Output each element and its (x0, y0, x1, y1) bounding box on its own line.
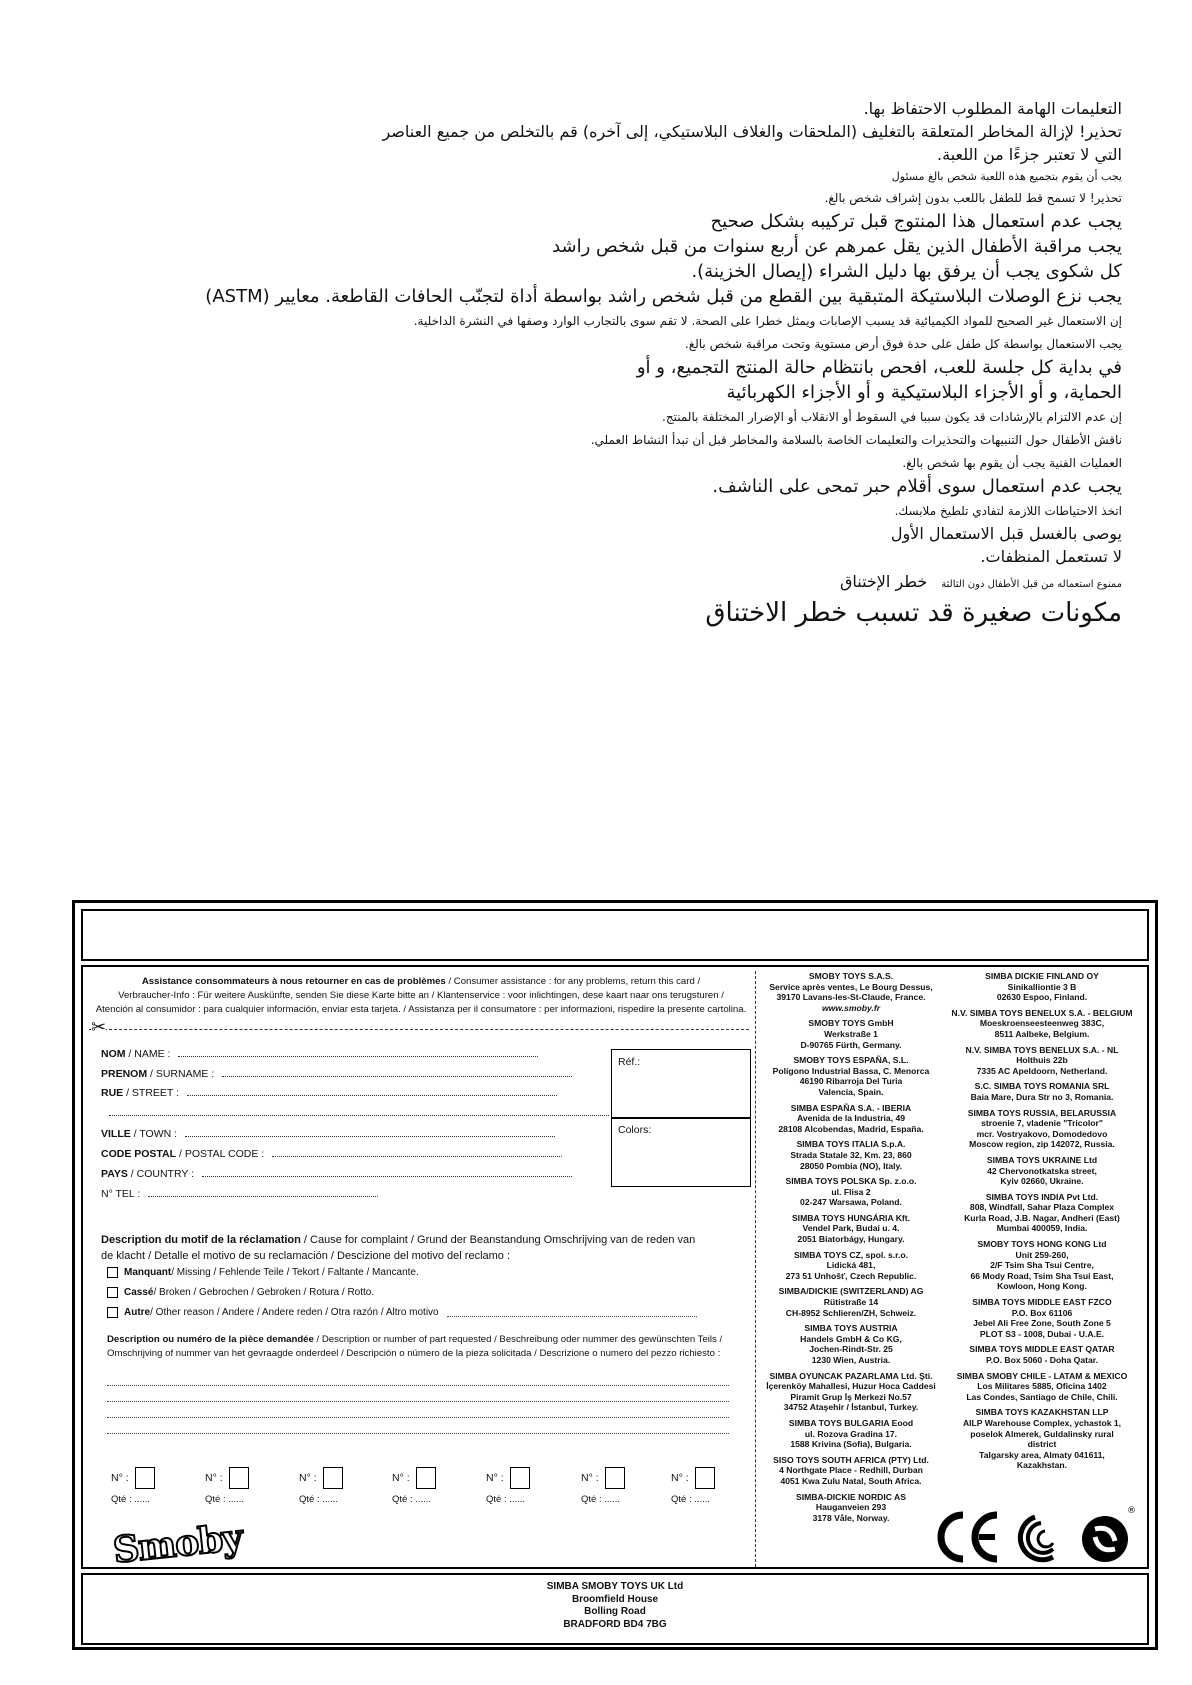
form-field-label (101, 1087, 179, 1099)
assistance-line-2: Verbraucher-Info : Für weitere Auskünfte, senden Sie diese Karte bitte an / Klantenservice : voor inlichtingen, dese kaart naar ons terugsturen / (118, 990, 724, 1001)
part-number-box[interactable] (323, 1467, 343, 1489)
arabic-warning-line: في بداية كل جلسة للعب، افحص بانتظام حالة المنتج التجميع، و أو (636, 357, 1122, 378)
checkbox-label-text: / Missing / Fehlende Teile / Tekort / Faltante / Mancante. (171, 1267, 419, 1278)
address-line: Sinikalliontie 3 B (1007, 981, 1077, 992)
address-line: 4051 Kwa Zulu Natal, South Africa. (780, 1475, 922, 1486)
address-line: Werkstraße 1 (824, 1028, 878, 1039)
form-field-input[interactable] (178, 1047, 538, 1057)
part-number-box[interactable] (416, 1467, 436, 1489)
ce-mark-icon (941, 1515, 997, 1559)
address-block (763, 1286, 939, 1318)
form-field-label-bold: CODE POSTAL (101, 1148, 177, 1160)
form-field-label (101, 1068, 214, 1080)
address-line: SIMBA TOYS HUNGÁRIA Kft. (791, 1212, 911, 1223)
address-line: 4 Northgate Place - Redhill, Durban (779, 1465, 923, 1476)
part-number-entry (671, 1467, 715, 1505)
address-line: Unit 259-260, (1015, 1249, 1069, 1260)
address-block (947, 1081, 1137, 1102)
address-line: Handels GmbH & Co KG, (800, 1333, 902, 1344)
arabic-warning-line: ناقش الأطفال حول التنبيهات والتحذيرات والتعليمات الخاصة بالسلامة والمخاطر قبل أن تبدأ النشاط العملي. (590, 433, 1122, 447)
address-line: Polígono Industrial Bassa, C. Menorca (772, 1065, 930, 1076)
address-line: 8511 Aalbeke, Belgium. (994, 1028, 1090, 1039)
address-block (947, 1045, 1137, 1077)
arabic-warning-line: التي لا تعتبر جزءًا من اللعبة. (937, 145, 1122, 164)
complaint-checkbox-1[interactable] (107, 1287, 374, 1298)
part-number-entry (205, 1467, 249, 1505)
address-line: AILP Warehouse Complex, ychastok 1, (962, 1417, 1122, 1428)
address-line: 02630 Espoo, Finland. (996, 992, 1088, 1003)
address-line: SIMBA TOYS KAZAKHSTAN LLP (975, 1407, 1109, 1418)
address-block (763, 1139, 939, 1171)
form-field-label-text: N° TEL : (101, 1188, 141, 1200)
colors-label: Colors: (618, 1124, 652, 1136)
address-line: SIMBA TOYS RUSSIA, BELARUSSIA (967, 1107, 1117, 1118)
arabic-warning-line: العمليات الفنية يجب أن يقوم بها شخص بالغ. (902, 456, 1122, 470)
form-field-label-text: / SURNAME : (147, 1068, 215, 1080)
address-column-right (947, 971, 1137, 1476)
form-field-6[interactable] (101, 1167, 572, 1180)
address-line: 3178 Våle, Norway. (812, 1512, 890, 1523)
address-line: district (1027, 1439, 1057, 1450)
address-line: Kurla Road, J.B. Nagar, Andheri (East) (964, 1212, 1120, 1223)
checkbox-label-bold: Autre (124, 1307, 151, 1318)
address-line: SMOBY TOYS GmbH (808, 1018, 894, 1029)
address-line: Valencia, Spain. (818, 1086, 884, 1097)
address-line: mcr. Vostryakovo, Domodedovo (976, 1128, 1108, 1139)
address-block (947, 971, 1137, 1003)
address-block (763, 1176, 939, 1208)
address-block (947, 1239, 1137, 1292)
address-line: CH-8952 Schlieren/ZH, Schweiz. (785, 1307, 917, 1318)
assistance-line-1: / Consumer assistance : for any problems, return this card / (445, 976, 701, 987)
form-field-label (101, 1048, 170, 1060)
form-field-input[interactable] (187, 1086, 557, 1096)
address-line: N.V. SIMBA TOYS BENELUX S.A. - BELGIUM (951, 1007, 1133, 1018)
arabic-warning-line: يجب عدم استعمال سوى أقلام حبر تمحى على الناشف. (712, 476, 1122, 497)
checkbox-label-bold: Manquant (124, 1267, 172, 1278)
part-number-entry (486, 1467, 530, 1505)
address-line: Piramit Grup İş Merkezi No.57 (790, 1391, 912, 1402)
address-block (763, 1418, 939, 1450)
address-line: Strada Statale 32, Km. 23, 860 (790, 1149, 912, 1160)
ref-label: Réf.: (618, 1056, 641, 1068)
address-line: Lidická 481, (826, 1260, 876, 1271)
uk-address-line: BRADFORD BD4 7BG (563, 1618, 667, 1630)
arabic-warning-line: يجب الاستعمال بواسطة كل طفل على حدة فوق أرض مستوية وتحت مراقبة شخص بالغ. (684, 337, 1122, 351)
age-warning: ممنوع استعماله من قبل الأطفال دون الثالثة (941, 579, 1122, 590)
address-line: SIMBA SMOBY CHILE - LATAM & MEXICO (956, 1370, 1128, 1381)
address-line: SIMBA TOYS CZ, spol. s.r.o. (793, 1249, 909, 1260)
arabic-warning-line: إن الاستعمال غير الصحيح للمواد الكيميائية قد يسبب الإصابات ويمثل خطرا على الصحة. لا تقم سوى بالتجارب الوارد وصفها في النشرة الداخلية. (413, 314, 1122, 328)
address-block (763, 971, 939, 1013)
form-field-label-text: / COUNTRY : (127, 1168, 194, 1180)
part-number-box[interactable] (229, 1467, 249, 1489)
complaint-description (101, 1232, 701, 1264)
address-line: D-90765 Fürth, Germany. (800, 1039, 902, 1050)
registered-mark: ® (1127, 1506, 1136, 1516)
part-number-label: N° : (486, 1472, 504, 1484)
form-field-label-bold: PRENOM (101, 1068, 148, 1080)
quantity-label[interactable]: Qté : ...... (299, 1494, 339, 1505)
address-line: İçerenköy Mahallesi, Huzur Hoca Caddesi (766, 1381, 936, 1392)
form-field-label-bold: VILLE (101, 1128, 131, 1140)
address-line: Holthuis 22b (1016, 1055, 1068, 1066)
assistance-title: Assistance consommateurs à nous retourner en cas de problèmes (141, 976, 446, 987)
uk-address (83, 1581, 1147, 1631)
address-line: 273 51 Unhošť, Czech Republic. (785, 1270, 917, 1281)
cut-line (89, 1029, 749, 1030)
uk-address-line: Bolling Road (584, 1606, 646, 1617)
address-line: Service après ventes, Le Bourg Dessus, (769, 981, 933, 992)
part-number-label: N° : (392, 1472, 410, 1484)
address-line: P.O. Box 61106 (1011, 1307, 1073, 1318)
address-block (947, 1008, 1137, 1040)
dotted-line[interactable] (107, 1417, 729, 1418)
address-line: SIMBA TOYS BULGARIA Eood (788, 1417, 914, 1428)
address-block (763, 1455, 939, 1487)
address-line: Moscow region, zip 142072, Russia. (969, 1139, 1115, 1150)
quantity-label[interactable]: Qté : ...... (392, 1494, 432, 1505)
form-field-label-text: / STREET : (123, 1087, 179, 1099)
part-number-box[interactable] (695, 1467, 715, 1489)
arabic-warning-line: لا تستعمل المنظفات. (980, 547, 1122, 566)
address-block (763, 1323, 939, 1365)
arabic-warning-line: يجب نزع الوصلات البلاستيكة المتبقية بين القطع من قبل شخص راشد بواسطة أداة لتجنّب الحافات القاطعة. معايير (ASTM) (205, 286, 1122, 307)
green-dot-icon (1082, 1506, 1136, 1562)
address-line: ul. Rozova Gradina 17. (804, 1428, 898, 1439)
address-line: N.V. SIMBA TOYS BENELUX S.A. - NL (965, 1044, 1119, 1055)
address-line: PLOT S3 - 1008, Dubai - U.A.E. (979, 1328, 1105, 1339)
address-line: poselok Almerek, Guldalinsky rural (970, 1428, 1114, 1439)
colors-box[interactable] (611, 1117, 751, 1187)
part-description (107, 1333, 727, 1361)
choking-warning-row (260, 569, 1122, 594)
quantity-label[interactable]: Qté : ...... (581, 1494, 621, 1505)
arabic-warning-line: يجب عدم استعمال هذا المنتوج قبل تركيبه بشكل صحيح (710, 211, 1122, 232)
cut-divider (755, 971, 756, 1567)
address-line: SIMBA TOYS INDIA Pvt Ltd. (985, 1191, 1099, 1202)
address-line: Avenida de la Industria, 49 (796, 1113, 906, 1124)
form-field-label (101, 1148, 264, 1160)
checkbox-icon[interactable] (107, 1267, 118, 1278)
address-line: Kyiv 02660, Ukraine. (1000, 1176, 1084, 1187)
dotted-line[interactable] (107, 1401, 729, 1402)
dotted-line[interactable] (107, 1433, 729, 1434)
address-block (763, 1103, 939, 1135)
form-field-2[interactable] (101, 1086, 557, 1099)
card-main-section (81, 965, 1149, 1572)
address-line: 34752 Ataşehir / İstanbul, Turkey. (783, 1402, 919, 1413)
address-line: SIMBA DICKIE FINLAND OY (985, 971, 1099, 981)
address-line: 02-247 Warsawa, Poland. (800, 1197, 902, 1208)
quantity-label[interactable]: Qté : ...... (205, 1494, 245, 1505)
part-number-label: N° : (581, 1472, 599, 1484)
form-field-label-bold: RUE (101, 1087, 124, 1099)
form-field-input[interactable] (148, 1187, 378, 1197)
part-number-box[interactable] (605, 1467, 625, 1489)
address-line: 2/F Tsim Sha Tsui Centre, (990, 1260, 1094, 1271)
address-block (947, 1371, 1137, 1403)
address-line: SMOBY TOYS ESPAÑA, S.L. (793, 1055, 909, 1066)
card-bottom-band (81, 1573, 1149, 1645)
address-line: Vendel Park, Budai u. 4. (802, 1223, 900, 1234)
form-field-label (101, 1128, 177, 1140)
address-line: SIMBA ESPAÑA S.A. - IBERIA (790, 1102, 912, 1113)
form-field-label-text: / NAME : (125, 1048, 171, 1060)
consumer-assistance-card (72, 900, 1158, 1650)
address-column-left (763, 971, 939, 1528)
address-line: Jochen-Rindt-Str. 25 (809, 1344, 893, 1355)
address-line: SIMBA TOYS AUSTRIA (804, 1323, 898, 1334)
address-block (947, 1344, 1137, 1365)
address-line: Las Condes, Santiago de Chile, Chili. (966, 1391, 1118, 1402)
arabic-warnings (205, 98, 1122, 632)
part-number-label: N° : (299, 1472, 317, 1484)
address-line: 42 Chervonotkatska street, (987, 1165, 1097, 1176)
part-number-entry (392, 1467, 436, 1505)
form-field-3[interactable] (101, 1106, 609, 1116)
dotted-line[interactable] (107, 1385, 729, 1386)
form-field-0[interactable] (101, 1047, 538, 1060)
checkbox-label-bold: Cassé (124, 1287, 154, 1298)
part-number-label: N° : (205, 1472, 223, 1484)
address-line: 2051 Biatorbágy, Hungary. (797, 1234, 905, 1245)
address-block (947, 1192, 1137, 1234)
checkbox-icon[interactable] (107, 1287, 118, 1298)
address-line: SIMBA TOYS MIDDLE EAST QATAR (969, 1344, 1115, 1355)
choking-hazard-label: خطر الإختناق (839, 572, 928, 591)
form-field-input[interactable] (222, 1067, 572, 1077)
address-line: 39170 Lavans-les-St-Claude, France. (776, 992, 926, 1003)
address-block (947, 1108, 1137, 1150)
quantity-label[interactable]: Qté : ...... (671, 1494, 711, 1505)
arabic-warning-line: التعليمات الهامة المطلوب الاحتفاظ بها. (863, 99, 1122, 118)
address-block (947, 1407, 1137, 1471)
address-line: SIMBA-DICKIE NORDIC AS (796, 1491, 906, 1502)
form-field-label-bold: NOM (101, 1048, 126, 1060)
arabic-warning-line: يجب أن يقوم بتجميع هذه اللعبة شخص بالغ مسئول (891, 170, 1122, 183)
part-number-entry (581, 1467, 625, 1505)
complaint-title: Description du motif de la réclamation (101, 1234, 301, 1246)
address-block (763, 1055, 939, 1097)
card-top-band (81, 909, 1149, 961)
part-title: Description ou numéro de la pièce demandée (107, 1334, 314, 1345)
arabic-warning-line: الحماية، و أو الأجزاء البلاستيكية و أو الأجزاء الكهربائية (726, 382, 1122, 403)
checkbox-label-text: / Other reason / Andere / Andere reden / Otra razón / Altro motivo (150, 1307, 439, 1318)
arabic-warning-line: تحذير! لإزالة المخاطر المتعلقة بالتغليف (الملحقات والغلاف البلاستيكي، إلى آخره) قم بالتخلص من جميع العناصر (382, 122, 1122, 141)
address-line: Baia Mare, Dura Str no 3, Romania. (970, 1091, 1114, 1102)
form-field-7[interactable] (101, 1187, 378, 1200)
address-line: 66 Mody Road, Tsim Sha Tsui East, (970, 1270, 1114, 1281)
address-line: Jebel Ali Free Zone, South Zone 5 (973, 1318, 1111, 1329)
address-line: Kazakhstan. (1016, 1460, 1068, 1471)
address-line: stroenie 7, vladenie "Tricolor" (981, 1118, 1103, 1129)
form-field-input[interactable] (272, 1147, 562, 1157)
address-line: 7335 AC Apeldoorn, Netherland. (976, 1065, 1108, 1076)
form-field-input[interactable] (202, 1167, 572, 1177)
part-subtitle: / Description or number of part requested / Beschreibung oder nummer des gewünschten Teils / Omschrijving of nummer van het gevraagde onderdeel / Descripción o número de la pieza solicitada / Descrizione o numero del pezzo richiesto : (107, 1334, 723, 1359)
address-line: SIMBA OYUNCAK PAZARLAMA Ltd. Şti. (769, 1370, 933, 1381)
address-line: 808, Windfall, Sahar Plaza Complex (969, 1202, 1115, 1213)
address-line: P.O. Box 5060 - Doha Qatar. (985, 1355, 1099, 1365)
address-line: 46190 Ribarroja Del Turia (799, 1076, 903, 1087)
form-field-label-text: / TOWN : (130, 1128, 178, 1140)
form-field-label (101, 1188, 140, 1200)
uk-address-line: SIMBA SMOBY TOYS UK Ltd (546, 1581, 684, 1592)
arabic-warning-line: يوصى بالغسل قبل الاستعمال الأول (890, 524, 1122, 543)
quantity-label[interactable]: Qté : ...... (486, 1494, 526, 1505)
form-field-input[interactable] (185, 1127, 555, 1137)
address-block (763, 1371, 939, 1413)
arabic-warning-line: تحذير! لا تسمح قط للطفل باللعب بدون إشراف شخص بالغ. (824, 191, 1122, 205)
ref-box[interactable] (611, 1049, 751, 1119)
address-line: 28108 Alcobendas, Madrid, España. (778, 1123, 924, 1134)
form-field-5[interactable] (101, 1147, 562, 1160)
smoby-logo: Smoby (111, 1516, 245, 1572)
checkbox-label-text: / Broken / Gebrochen / Gebroken / Rotura / Rotto. (153, 1287, 375, 1298)
arabic-warning-line: اتخذ الاحتياطات اللازمة لتفادي تلطيخ ملابسك. (894, 504, 1122, 518)
form-field-4[interactable] (101, 1127, 555, 1140)
part-number-entry (111, 1467, 155, 1505)
address-line: Mumbai 400059, India. (996, 1223, 1088, 1234)
address-line: SISO TOYS SOUTH AFRICA (PTY) Ltd. (773, 1454, 929, 1465)
address-line: Moeskroenseesteenweg 383C, (979, 1018, 1105, 1029)
form-field-1[interactable] (101, 1067, 572, 1080)
address-line: SMOBY TOYS HONG KONG Ltd (977, 1239, 1107, 1250)
address-line: Kowloon, Hong Kong. (997, 1281, 1087, 1292)
assistance-line-3: Atención al consumidor : para cualquier información, enviar esta tarjeta. / Assistanza per il consumatore : per informazioni, rispedire la presente cartolina. (95, 1004, 747, 1015)
form-field-label-bold: PAYS (101, 1168, 128, 1180)
address-block (763, 1250, 939, 1282)
address-line: SMOBY TOYS S.A.S. (808, 971, 894, 981)
part-number-label: N° : (671, 1472, 689, 1484)
part-number-box[interactable] (510, 1467, 530, 1489)
form-field-label-text: / POSTAL CODE : (176, 1148, 265, 1160)
address-line: SIMBA TOYS ITALIA S.p.A. (796, 1139, 906, 1150)
checkbox-icon[interactable] (107, 1307, 118, 1318)
address-block (763, 1213, 939, 1245)
address-line: 1588 Krivina (Sofia), Bulgaria. (790, 1439, 912, 1450)
arabic-warning-line: كل شكوى يجب أن يرفق بها دليل الشراء (إيصال الخزينة). (691, 261, 1122, 282)
certification-marks (935, 1507, 1135, 1567)
form-field-input[interactable] (109, 1106, 609, 1116)
assistance-text (91, 975, 751, 1017)
address-block (947, 1155, 1137, 1187)
recycle-logo-icon (1020, 1517, 1053, 1560)
address-line: Rütistraße 14 (823, 1297, 879, 1308)
part-number-label: N° : (111, 1472, 129, 1484)
address-line: Talgarsky area, Almaty 041611, (979, 1449, 1105, 1460)
address-line: 1230 Wien, Austria. (811, 1355, 891, 1365)
part-number-box[interactable] (135, 1467, 155, 1489)
uk-address-line: Broomfield House (571, 1593, 659, 1605)
address-block (947, 1297, 1137, 1339)
address-line: Hauganveien 293 (815, 1502, 887, 1513)
scissors-icon: ✂ (91, 1017, 107, 1038)
address-block (763, 1018, 939, 1050)
quantity-label[interactable]: Qté : ...... (111, 1494, 151, 1505)
arabic-warning-line: يجب مراقبة الأطفال الذين يقل عمرهم عن أربع سنوات من قبل شخص راشد (552, 236, 1122, 257)
complaint-checkbox-2[interactable] (107, 1307, 697, 1318)
address-line: Los Militares 5885, Oficina 1402 (977, 1381, 1107, 1392)
form-field-label (101, 1168, 194, 1180)
address-block (763, 1492, 939, 1524)
part-number-entry (299, 1467, 343, 1505)
complaint-checkbox-0[interactable] (107, 1267, 419, 1278)
complaint-subtitle: / Cause for complaint / Grund der Beanstandung Omschrijving van de reden van de klacht / Detalle el motivo de su reclamación / Descizione del motivo del reclamo : (101, 1234, 696, 1262)
website-link[interactable]: www.smoby.fr (821, 1002, 881, 1013)
address-line: SIMBA/DICKIE (SWITZERLAND) AG (778, 1286, 924, 1297)
other-reason-input[interactable] (447, 1308, 697, 1317)
address-line: ul. Flisa 2 (831, 1186, 871, 1197)
arabic-warning-line: إن عدم الالتزام بالإرشادات قد يكون سببا في السقوط أو الانقلاب أو الإضرار المختلفة بالمنتج. (662, 410, 1122, 424)
address-line: SIMBA TOYS UKRAINE Ltd (986, 1154, 1098, 1165)
address-line: SIMBA TOYS POLSKA Sp. z.o.o. (785, 1176, 917, 1187)
small-parts-warning: مكونات صغيرة قد تسبب خطر الاختناق (705, 598, 1122, 628)
address-line: 28050 Pombia (NO), Italy. (799, 1160, 903, 1171)
address-line: SIMBA TOYS MIDDLE EAST FZCO (972, 1297, 1112, 1308)
address-line: S.C. SIMBA TOYS ROMANIA SRL (974, 1081, 1110, 1092)
